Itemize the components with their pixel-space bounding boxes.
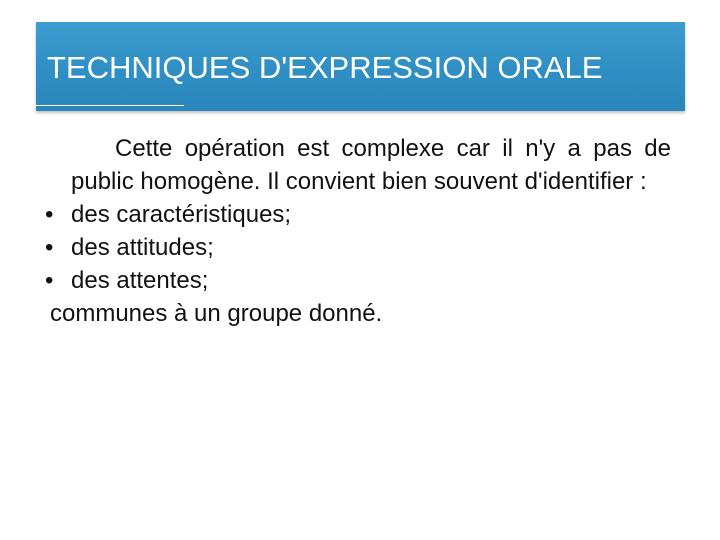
list-item <box>45 264 671 297</box>
title-banner <box>36 22 685 111</box>
bullet-icon: • <box>45 267 54 294</box>
title-underline <box>36 105 184 106</box>
bullet-list <box>45 198 671 297</box>
closing-line: communes à un groupe donné. <box>50 300 383 327</box>
bullet-text: des caractéristiques; <box>71 201 292 228</box>
bullet-text: des attitudes; <box>71 234 214 261</box>
slide-body <box>45 132 671 330</box>
intro-paragraph: Cette opération est complexe car il n'y a pas de public homogène. Il convient bien souvent d'identifier : <box>71 135 671 195</box>
list-item <box>45 198 671 231</box>
list-item <box>45 231 671 264</box>
bullet-icon: • <box>45 201 54 228</box>
bullet-icon: • <box>45 234 54 261</box>
slide-title: TECHNIQUES D'EXPRESSION ORALE <box>47 50 603 85</box>
bullet-text: des attentes; <box>71 267 209 294</box>
